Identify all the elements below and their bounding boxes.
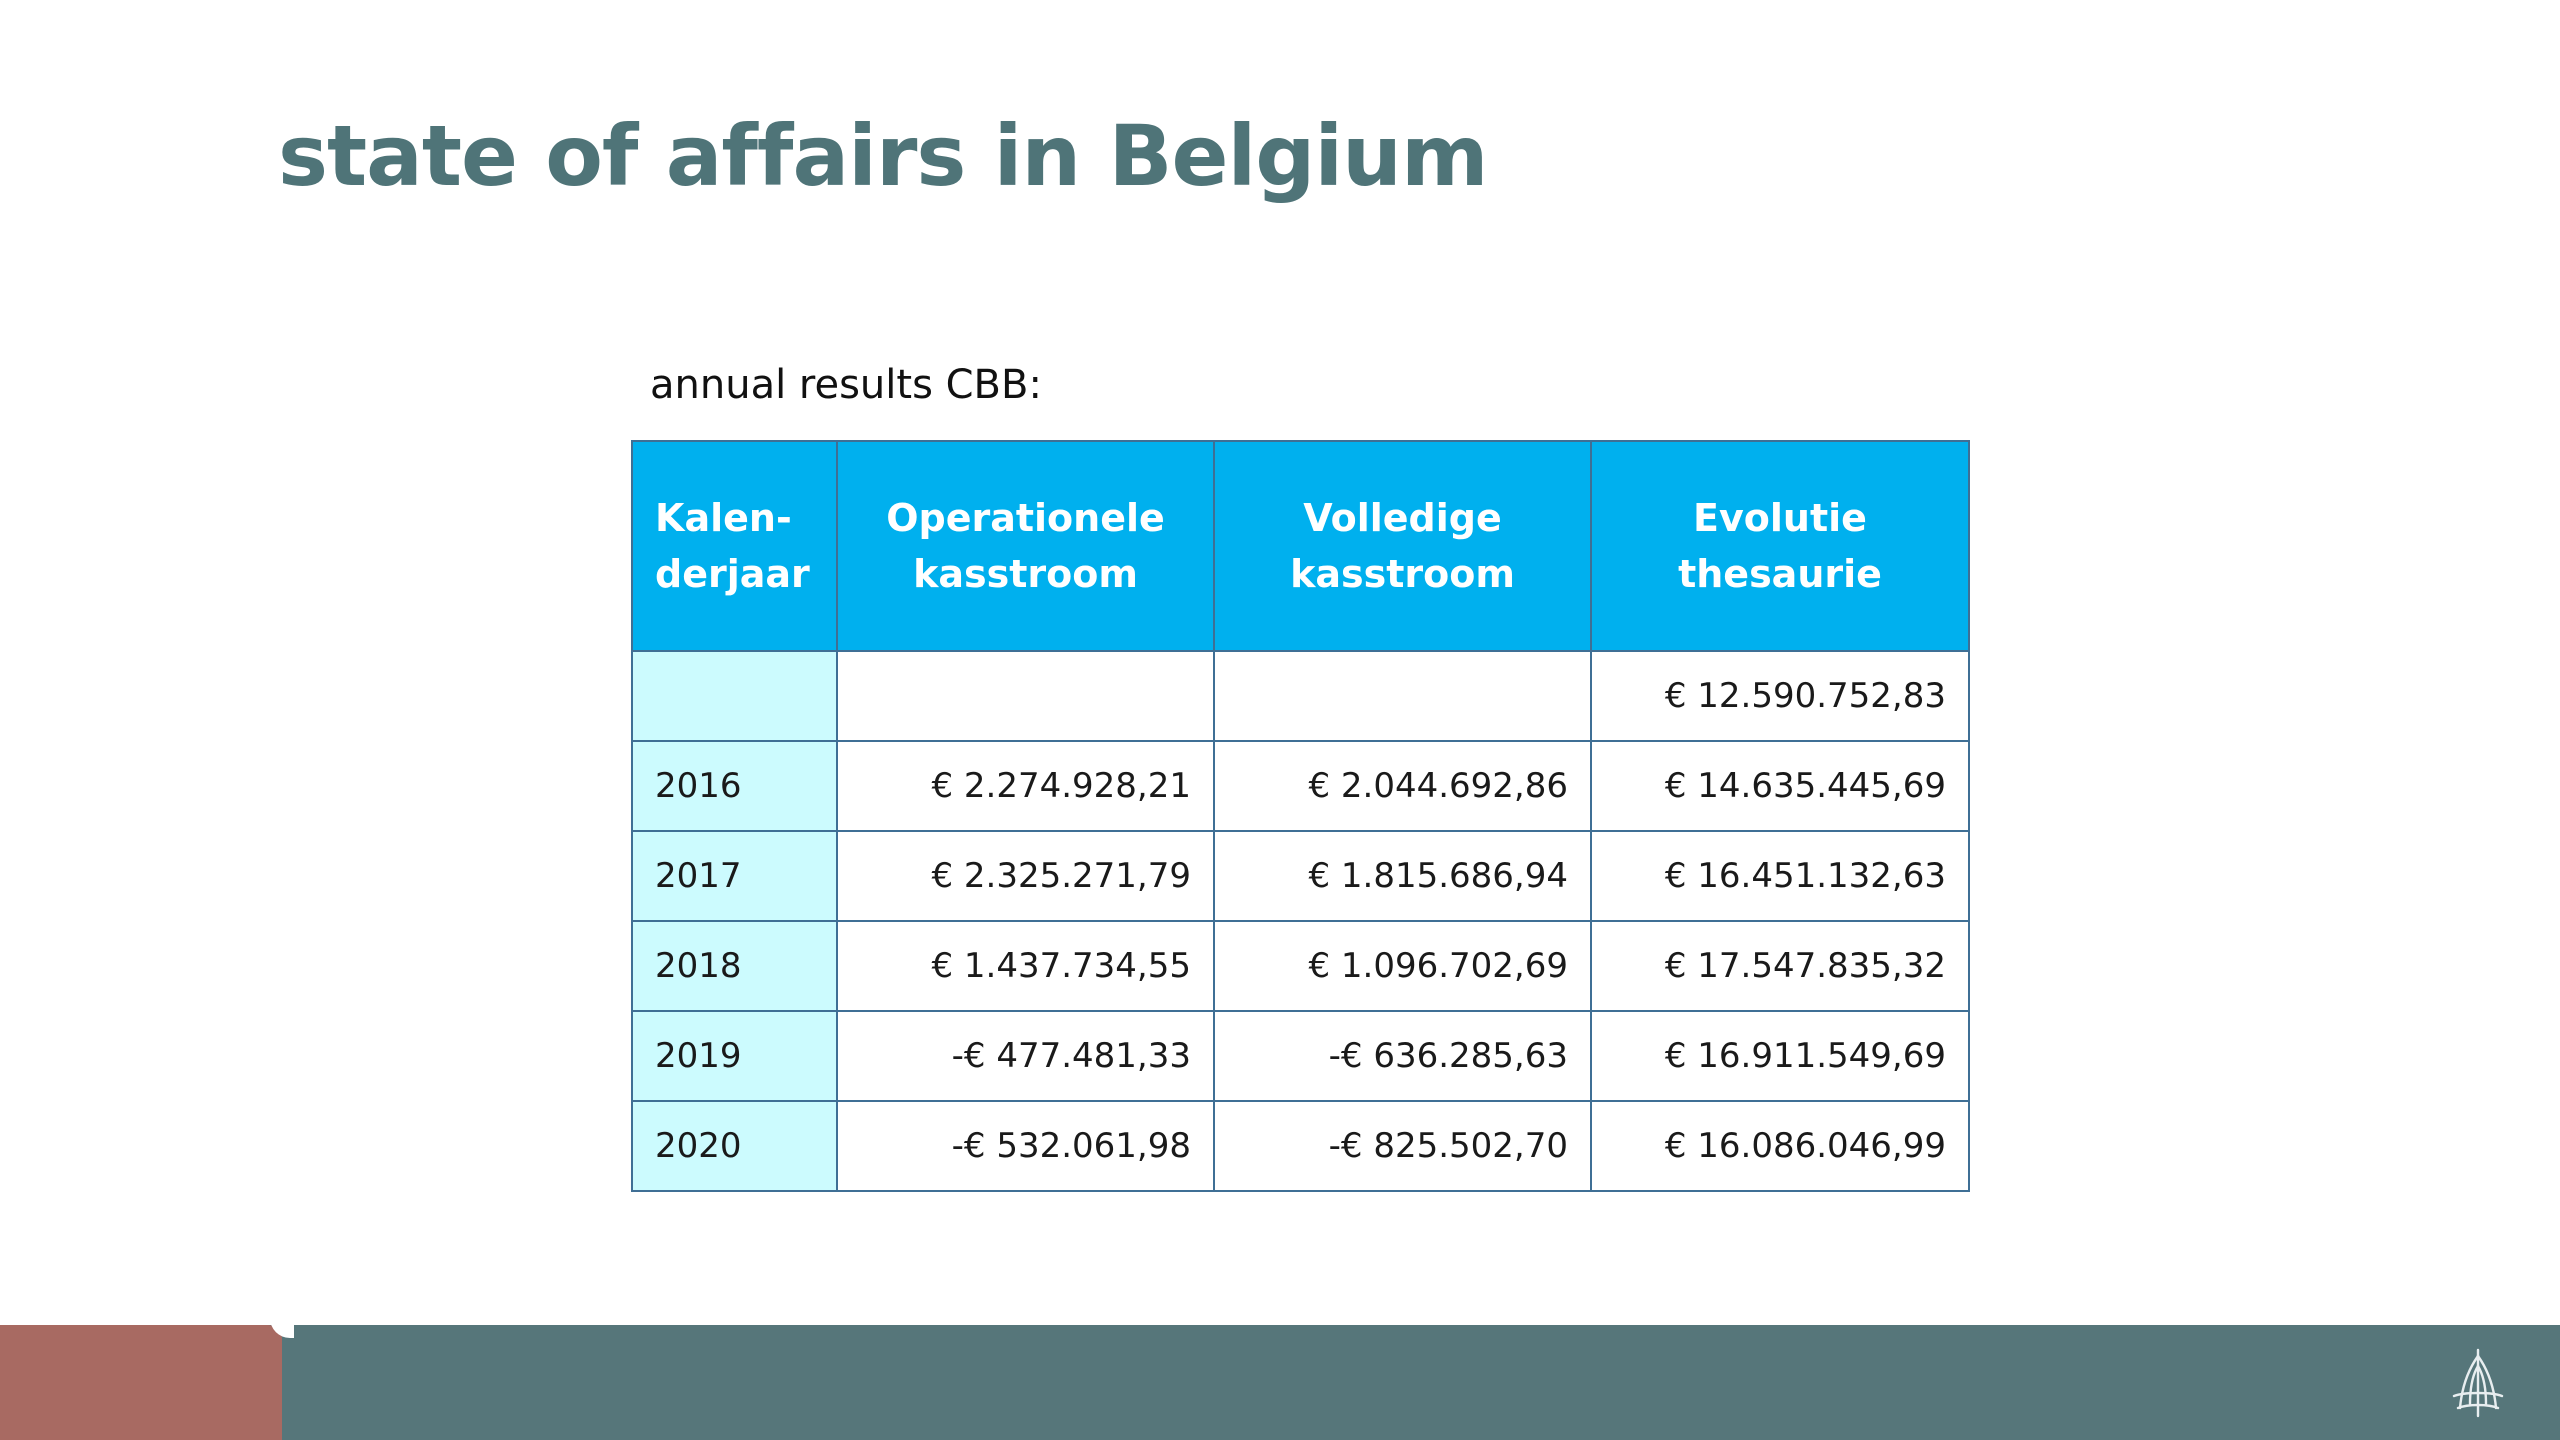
footer-bar [0, 1325, 2560, 1440]
header-text-line: kasstroom [913, 552, 1138, 596]
operational-cashflow-cell: € 2.325.271,79 [837, 831, 1214, 921]
header-operational-cashflow [837, 441, 1214, 651]
header-text-line: Volledige [1303, 496, 1502, 540]
header-calendar-year [632, 441, 837, 651]
year-cell: 2019 [632, 1011, 837, 1101]
table-header-row [632, 441, 1969, 651]
header-total-cashflow [1214, 441, 1591, 651]
table-row [632, 651, 1969, 741]
annual-results-table [631, 440, 1970, 1192]
header-treasury-evolution [1591, 441, 1969, 651]
treasury-cell: € 14.635.445,69 [1591, 741, 1969, 831]
treasury-cell: € 16.451.132,63 [1591, 831, 1969, 921]
header-text-line: Operationele [886, 496, 1165, 540]
header-text-line: Kalen- [655, 496, 792, 540]
header-text-line: derjaar [655, 552, 810, 596]
table-row [632, 831, 1969, 921]
table-row [632, 1011, 1969, 1101]
year-cell: 2020 [632, 1101, 837, 1191]
year-cell: 2017 [632, 831, 837, 921]
total-cashflow-cell: -€ 636.285,63 [1214, 1011, 1591, 1101]
header-text-line: thesaurie [1678, 552, 1882, 596]
slide-title: state of affairs in Belgium [278, 107, 1488, 205]
total-cashflow-cell: € 1.815.686,94 [1214, 831, 1591, 921]
operational-cashflow-cell [837, 651, 1214, 741]
operational-cashflow-cell: € 2.274.928,21 [837, 741, 1214, 831]
header-text-line: Evolutie [1693, 496, 1867, 540]
operational-cashflow-cell: -€ 532.061,98 [837, 1101, 1214, 1191]
treasury-cell: € 16.911.549,69 [1591, 1011, 1969, 1101]
table-row [632, 741, 1969, 831]
total-cashflow-cell: € 2.044.692,86 [1214, 741, 1591, 831]
total-cashflow-cell: -€ 825.502,70 [1214, 1101, 1591, 1191]
treasury-cell: € 17.547.835,32 [1591, 921, 1969, 1011]
treasury-cell: € 12.590.752,83 [1591, 651, 1969, 741]
operational-cashflow-cell: € 1.437.734,55 [837, 921, 1214, 1011]
year-cell [632, 651, 837, 741]
table-row [632, 1101, 1969, 1191]
year-cell: 2018 [632, 921, 837, 1011]
year-cell: 2016 [632, 741, 837, 831]
organization-logo-icon [2448, 1346, 2508, 1418]
table-row [632, 921, 1969, 1011]
footer-accent-block [0, 1325, 282, 1440]
operational-cashflow-cell: -€ 477.481,33 [837, 1011, 1214, 1101]
header-text-line: kasstroom [1290, 552, 1515, 596]
total-cashflow-cell: € 1.096.702,69 [1214, 921, 1591, 1011]
total-cashflow-cell [1214, 651, 1591, 741]
table-caption: annual results CBB: [650, 362, 1042, 408]
treasury-cell: € 16.086.046,99 [1591, 1101, 1969, 1191]
